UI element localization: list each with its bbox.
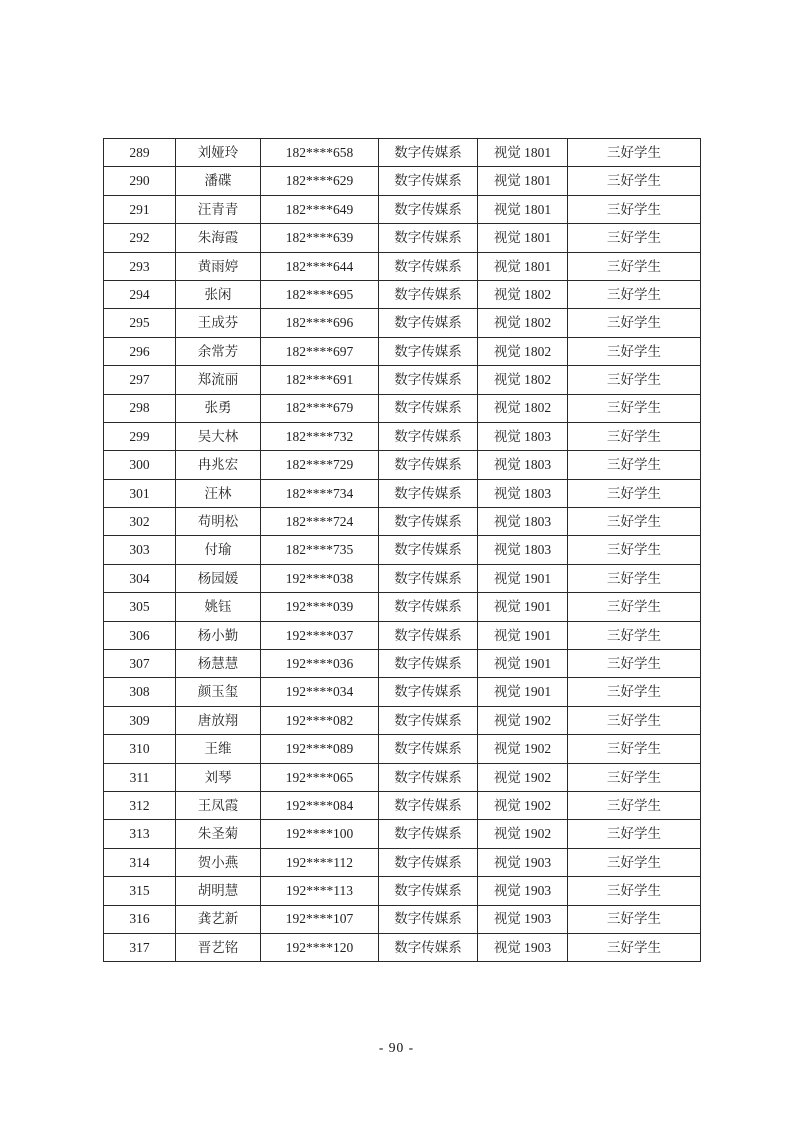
table-row (104, 195, 701, 223)
cell-student-name: 王成芬 (176, 309, 261, 337)
cell-student-id: 182****732 (261, 422, 379, 450)
table-row (104, 366, 701, 394)
table-row (104, 820, 701, 848)
cell-student-id: 182****644 (261, 252, 379, 280)
cell-student-id: 182****679 (261, 394, 379, 422)
cell-department: 数字传媒系 (379, 650, 478, 678)
table-row (104, 621, 701, 649)
cell-class-name: 视觉 1803 (478, 536, 568, 564)
cell-row-number: 298 (104, 394, 176, 422)
cell-class-name: 视觉 1901 (478, 678, 568, 706)
cell-department: 数字传媒系 (379, 848, 478, 876)
cell-award: 三好学生 (568, 195, 701, 223)
cell-department: 数字传媒系 (379, 877, 478, 905)
cell-row-number: 293 (104, 252, 176, 280)
cell-row-number: 289 (104, 139, 176, 167)
cell-student-name: 晋艺铭 (176, 933, 261, 961)
cell-award: 三好学生 (568, 224, 701, 252)
cell-department: 数字传媒系 (379, 422, 478, 450)
cell-award: 三好学生 (568, 877, 701, 905)
cell-row-number: 311 (104, 763, 176, 791)
table-row (104, 536, 701, 564)
cell-student-id: 182****658 (261, 139, 379, 167)
cell-department: 数字传媒系 (379, 735, 478, 763)
cell-award: 三好学生 (568, 650, 701, 678)
cell-row-number: 296 (104, 337, 176, 365)
table-row (104, 309, 701, 337)
cell-row-number: 301 (104, 479, 176, 507)
cell-class-name: 视觉 1902 (478, 791, 568, 819)
cell-row-number: 315 (104, 877, 176, 905)
cell-student-name: 颜玉玺 (176, 678, 261, 706)
cell-row-number: 308 (104, 678, 176, 706)
cell-award: 三好学生 (568, 337, 701, 365)
cell-class-name: 视觉 1803 (478, 451, 568, 479)
cell-award: 三好学生 (568, 791, 701, 819)
cell-award: 三好学生 (568, 848, 701, 876)
table-row (104, 848, 701, 876)
cell-student-name: 刘琴 (176, 763, 261, 791)
cell-department: 数字传媒系 (379, 820, 478, 848)
cell-award: 三好学生 (568, 139, 701, 167)
cell-award: 三好学生 (568, 309, 701, 337)
cell-student-id: 192****113 (261, 877, 379, 905)
cell-department: 数字传媒系 (379, 621, 478, 649)
cell-class-name: 视觉 1801 (478, 252, 568, 280)
cell-student-name: 杨园媛 (176, 564, 261, 592)
cell-student-id: 192****039 (261, 593, 379, 621)
table-row (104, 735, 701, 763)
cell-department: 数字传媒系 (379, 905, 478, 933)
cell-award: 三好学生 (568, 451, 701, 479)
cell-row-number: 312 (104, 791, 176, 819)
cell-student-id: 192****100 (261, 820, 379, 848)
cell-student-id: 182****629 (261, 167, 379, 195)
table-row (104, 933, 701, 961)
cell-student-id: 182****691 (261, 366, 379, 394)
cell-student-id: 192****037 (261, 621, 379, 649)
cell-department: 数字传媒系 (379, 479, 478, 507)
cell-class-name: 视觉 1903 (478, 905, 568, 933)
cell-department: 数字传媒系 (379, 280, 478, 308)
cell-row-number: 313 (104, 820, 176, 848)
cell-department: 数字传媒系 (379, 309, 478, 337)
cell-department: 数字传媒系 (379, 224, 478, 252)
cell-student-name: 朱圣菊 (176, 820, 261, 848)
cell-student-name: 姚钰 (176, 593, 261, 621)
page-number: - 90 - (378, 1040, 415, 1055)
cell-award: 三好学生 (568, 820, 701, 848)
cell-row-number: 302 (104, 508, 176, 536)
cell-award: 三好学生 (568, 621, 701, 649)
cell-student-id: 192****107 (261, 905, 379, 933)
cell-class-name: 视觉 1802 (478, 394, 568, 422)
cell-student-name: 胡明慧 (176, 877, 261, 905)
table-row (104, 877, 701, 905)
table-row (104, 905, 701, 933)
table-row (104, 252, 701, 280)
cell-student-name: 杨慧慧 (176, 650, 261, 678)
cell-student-name: 杨小勤 (176, 621, 261, 649)
cell-student-name: 王维 (176, 735, 261, 763)
cell-student-id: 182****649 (261, 195, 379, 223)
cell-student-name: 朱海霞 (176, 224, 261, 252)
cell-award: 三好学生 (568, 763, 701, 791)
table-row (104, 650, 701, 678)
cell-class-name: 视觉 1901 (478, 621, 568, 649)
cell-department: 数字传媒系 (379, 763, 478, 791)
cell-award: 三好学生 (568, 280, 701, 308)
cell-row-number: 292 (104, 224, 176, 252)
cell-row-number: 314 (104, 848, 176, 876)
cell-student-id: 192****082 (261, 706, 379, 734)
cell-student-id: 182****734 (261, 479, 379, 507)
cell-class-name: 视觉 1802 (478, 337, 568, 365)
table-row (104, 508, 701, 536)
table-row (104, 791, 701, 819)
cell-award: 三好学生 (568, 366, 701, 394)
cell-student-id: 192****112 (261, 848, 379, 876)
cell-department: 数字传媒系 (379, 933, 478, 961)
table-row (104, 280, 701, 308)
cell-student-name: 汪林 (176, 479, 261, 507)
cell-department: 数字传媒系 (379, 678, 478, 706)
cell-department: 数字传媒系 (379, 366, 478, 394)
cell-class-name: 视觉 1901 (478, 593, 568, 621)
cell-class-name: 视觉 1802 (478, 309, 568, 337)
cell-award: 三好学生 (568, 706, 701, 734)
cell-department: 数字传媒系 (379, 394, 478, 422)
table-row (104, 678, 701, 706)
table-row (104, 564, 701, 592)
cell-award: 三好学生 (568, 252, 701, 280)
cell-award: 三好学生 (568, 167, 701, 195)
cell-class-name: 视觉 1803 (478, 422, 568, 450)
cell-student-id: 192****120 (261, 933, 379, 961)
cell-award: 三好学生 (568, 593, 701, 621)
table-row (104, 706, 701, 734)
cell-class-name: 视觉 1801 (478, 224, 568, 252)
cell-department: 数字传媒系 (379, 564, 478, 592)
table-row (104, 224, 701, 252)
cell-award: 三好学生 (568, 933, 701, 961)
cell-student-id: 192****034 (261, 678, 379, 706)
cell-row-number: 291 (104, 195, 176, 223)
cell-row-number: 297 (104, 366, 176, 394)
cell-student-id: 182****697 (261, 337, 379, 365)
cell-student-id: 192****036 (261, 650, 379, 678)
cell-row-number: 310 (104, 735, 176, 763)
cell-class-name: 视觉 1801 (478, 195, 568, 223)
cell-award: 三好学生 (568, 508, 701, 536)
cell-department: 数字传媒系 (379, 791, 478, 819)
cell-department: 数字传媒系 (379, 593, 478, 621)
cell-class-name: 视觉 1902 (478, 820, 568, 848)
cell-student-id: 192****038 (261, 564, 379, 592)
cell-student-id: 182****735 (261, 536, 379, 564)
cell-student-name: 吴大林 (176, 422, 261, 450)
cell-student-name: 汪青青 (176, 195, 261, 223)
cell-department: 数字传媒系 (379, 451, 478, 479)
cell-student-name: 余常芳 (176, 337, 261, 365)
cell-award: 三好学生 (568, 564, 701, 592)
cell-student-name: 冉兆宏 (176, 451, 261, 479)
cell-award: 三好学生 (568, 678, 701, 706)
table-row (104, 593, 701, 621)
cell-student-name: 黄雨婷 (176, 252, 261, 280)
cell-award: 三好学生 (568, 479, 701, 507)
cell-class-name: 视觉 1801 (478, 139, 568, 167)
cell-student-id: 182****729 (261, 451, 379, 479)
cell-class-name: 视觉 1901 (478, 650, 568, 678)
cell-department: 数字传媒系 (379, 167, 478, 195)
cell-class-name: 视觉 1903 (478, 848, 568, 876)
cell-student-name: 张勇 (176, 394, 261, 422)
cell-student-id: 192****089 (261, 735, 379, 763)
student-awards-table (103, 138, 701, 962)
cell-row-number: 300 (104, 451, 176, 479)
table-row (104, 422, 701, 450)
cell-department: 数字传媒系 (379, 536, 478, 564)
cell-row-number: 304 (104, 564, 176, 592)
cell-student-name: 龚艺新 (176, 905, 261, 933)
cell-student-id: 192****084 (261, 791, 379, 819)
cell-class-name: 视觉 1803 (478, 508, 568, 536)
cell-award: 三好学生 (568, 394, 701, 422)
cell-class-name: 视觉 1802 (478, 280, 568, 308)
cell-department: 数字传媒系 (379, 195, 478, 223)
table-row (104, 167, 701, 195)
table-row (104, 763, 701, 791)
cell-student-name: 王凤霞 (176, 791, 261, 819)
cell-class-name: 视觉 1801 (478, 167, 568, 195)
cell-class-name: 视觉 1802 (478, 366, 568, 394)
cell-award: 三好学生 (568, 422, 701, 450)
cell-row-number: 306 (104, 621, 176, 649)
cell-class-name: 视觉 1902 (478, 763, 568, 791)
cell-row-number: 305 (104, 593, 176, 621)
cell-department: 数字传媒系 (379, 252, 478, 280)
cell-row-number: 290 (104, 167, 176, 195)
cell-department: 数字传媒系 (379, 337, 478, 365)
cell-student-id: 182****695 (261, 280, 379, 308)
cell-student-name: 付瑜 (176, 536, 261, 564)
cell-student-id: 182****724 (261, 508, 379, 536)
cell-class-name: 视觉 1902 (478, 706, 568, 734)
table-row (104, 451, 701, 479)
cell-student-id: 182****696 (261, 309, 379, 337)
cell-row-number: 309 (104, 706, 176, 734)
cell-award: 三好学生 (568, 905, 701, 933)
cell-award: 三好学生 (568, 536, 701, 564)
table-row (104, 394, 701, 422)
cell-row-number: 316 (104, 905, 176, 933)
cell-class-name: 视觉 1903 (478, 933, 568, 961)
cell-student-name: 张闲 (176, 280, 261, 308)
cell-department: 数字传媒系 (379, 508, 478, 536)
table-row (104, 139, 701, 167)
cell-student-name: 刘娅玲 (176, 139, 261, 167)
cell-department: 数字传媒系 (379, 139, 478, 167)
cell-student-id: 182****639 (261, 224, 379, 252)
cell-department: 数字传媒系 (379, 706, 478, 734)
cell-student-name: 唐放翔 (176, 706, 261, 734)
cell-award: 三好学生 (568, 735, 701, 763)
cell-student-name: 郑流丽 (176, 366, 261, 394)
cell-student-name: 苟明松 (176, 508, 261, 536)
cell-student-name: 潘碟 (176, 167, 261, 195)
cell-class-name: 视觉 1902 (478, 735, 568, 763)
cell-row-number: 317 (104, 933, 176, 961)
cell-row-number: 307 (104, 650, 176, 678)
cell-row-number: 303 (104, 536, 176, 564)
cell-row-number: 295 (104, 309, 176, 337)
cell-class-name: 视觉 1903 (478, 877, 568, 905)
cell-class-name: 视觉 1803 (478, 479, 568, 507)
cell-row-number: 299 (104, 422, 176, 450)
cell-row-number: 294 (104, 280, 176, 308)
cell-class-name: 视觉 1901 (478, 564, 568, 592)
cell-student-name: 贺小燕 (176, 848, 261, 876)
table-row (104, 479, 701, 507)
table-row (104, 337, 701, 365)
student-table-body (104, 139, 701, 962)
cell-student-id: 192****065 (261, 763, 379, 791)
